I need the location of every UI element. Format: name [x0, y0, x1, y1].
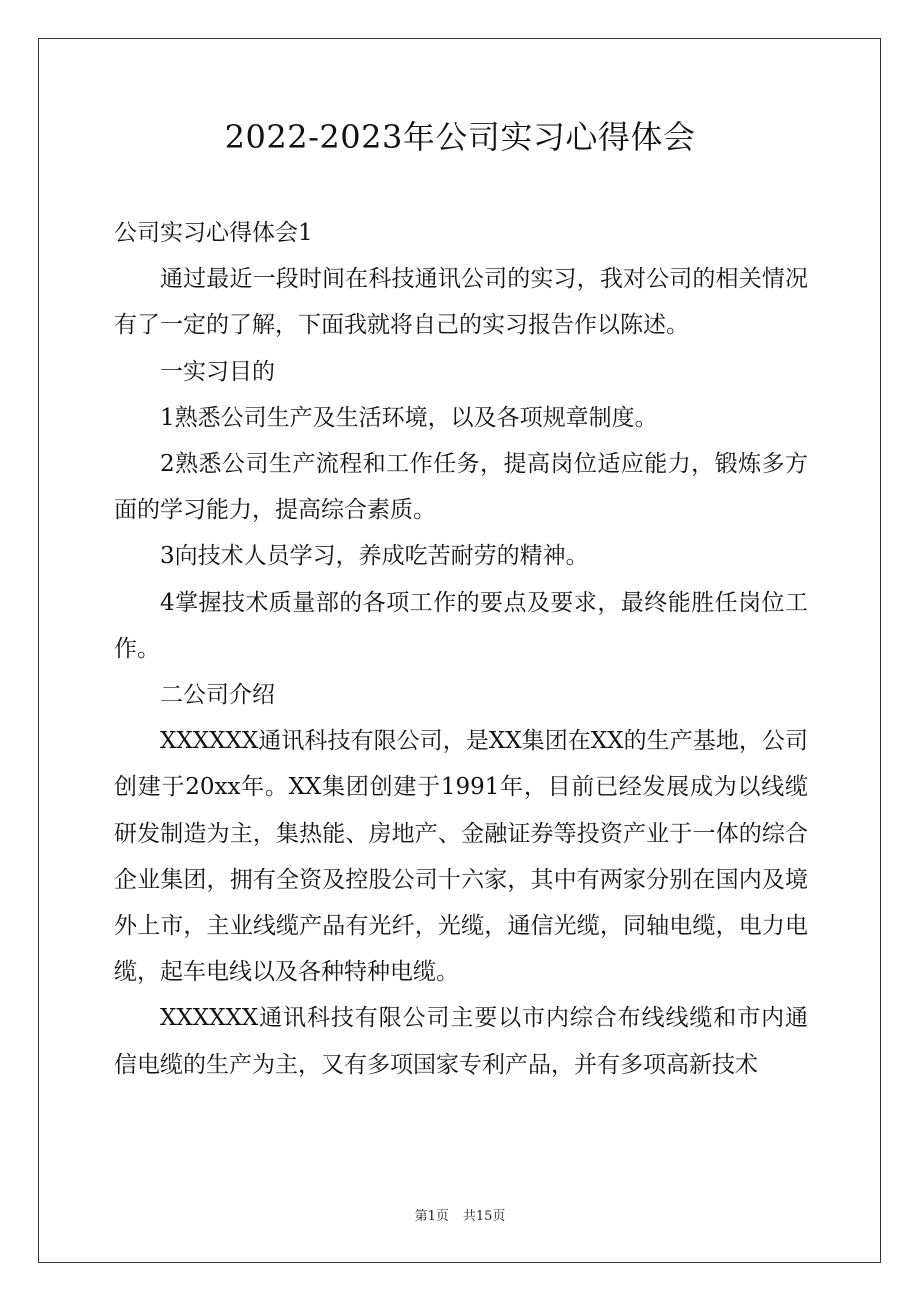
- list-item-4: 4掌握技术质量部的各项工作的要点及要求，最终能胜任岗位工作。: [114, 589, 808, 662]
- list-item-3: 3向技术人员学习，养成吃苦耐劳的精神。: [160, 543, 589, 570]
- list-item-1: 1熟悉公司生产及生活环境，以及各项规章制度。: [160, 404, 658, 431]
- document-body: [114, 210, 808, 1088]
- section-heading: 公司实习心得体会1: [114, 220, 313, 246]
- page-number: 第1页: [414, 1209, 449, 1224]
- list-item-2: 2熟悉公司生产流程和工作任务，提高岗位适应能力，锻炼多方面的学习能力，提高综合素质。: [114, 451, 808, 524]
- paragraph-company-products: XXXXXX通讯科技有限公司主要以市内综合布线线缆和市内通信电缆的生产为主，又有多项国家专利产品，并有多项高新技术: [114, 1005, 808, 1078]
- heading-internship-purpose: 一实习目的: [160, 358, 275, 385]
- heading-company-intro: 二公司介绍: [160, 682, 275, 709]
- paragraph-company-overview: XXXXXX通讯科技有限公司，是XX集团在XX的生产基地，公司创建于20xx年。XX集团创建于1991年，目前已经发展成为以线缆研发制造为主，集热能、房地产、金融证券等投资产业于一体的综合企业集团，拥有全资及控股公司十六家，其中有两家分别在国内及境外上市，主业线缆产品有光纤，光缆，通信光缆，同轴电缆，电力电缆，起车电线以及各种特种电缆。: [114, 728, 808, 986]
- page-total: 共15页: [462, 1209, 506, 1224]
- document-title: 2022-2023年公司实习心得体会: [224, 118, 696, 156]
- page-footer: [0, 1207, 920, 1227]
- paragraph-intro: 通过最近一段时间在科技通讯公司的实习，我对公司的相关情况有了一定的了解，下面我就将自己的实习报告作以陈述。: [114, 266, 808, 339]
